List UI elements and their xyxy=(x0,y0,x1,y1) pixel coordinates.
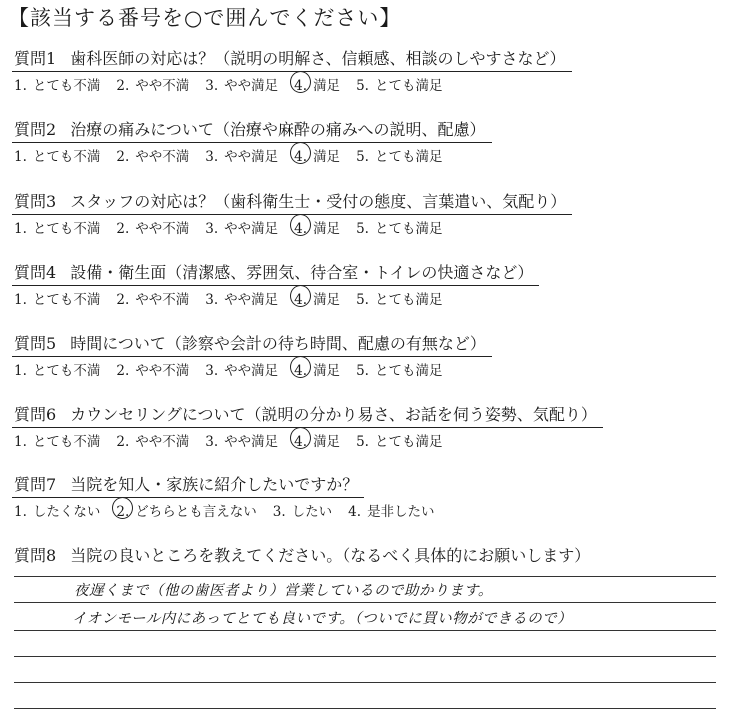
answer-option-selected[interactable] xyxy=(116,500,256,520)
answer-option[interactable] xyxy=(356,145,442,165)
option-label: とても不満 xyxy=(32,78,101,94)
question-underline xyxy=(12,285,539,286)
question-6 xyxy=(14,402,714,450)
option-label: とても不満 xyxy=(32,221,101,237)
handwritten-answer-line-1: 夜遅くまで（他の歯医者より）営業しているので助かります。 xyxy=(74,583,493,599)
answer-options xyxy=(14,359,714,379)
option-label: とても満足 xyxy=(374,78,443,94)
answer-line xyxy=(14,602,716,603)
option-number: 5. xyxy=(356,78,369,94)
answer-option[interactable] xyxy=(356,74,442,94)
option-number: 3. xyxy=(205,434,219,450)
option-number: 2. xyxy=(116,504,130,520)
option-number: 2. xyxy=(116,149,130,165)
answer-line xyxy=(14,576,716,577)
option-label: やや満足 xyxy=(224,221,279,237)
option-label: とても満足 xyxy=(374,149,443,165)
option-label: 満足 xyxy=(313,363,341,379)
question-number: 質問6 xyxy=(14,405,57,424)
option-label: 満足 xyxy=(313,292,341,308)
option-label: とても不満 xyxy=(32,363,101,379)
answer-option[interactable] xyxy=(356,359,442,379)
question-number: 質問1 xyxy=(14,49,57,68)
answer-option-selected[interactable] xyxy=(294,74,340,94)
option-label: やや不満 xyxy=(135,292,190,308)
answer-option[interactable] xyxy=(356,217,442,237)
answer-options xyxy=(14,74,714,94)
question-heading xyxy=(14,331,486,355)
option-label: とても満足 xyxy=(374,221,443,237)
option-label: とても不満 xyxy=(32,292,101,308)
answer-option-selected[interactable] xyxy=(294,145,340,165)
answer-option[interactable] xyxy=(205,430,278,450)
question-number: 質問5 xyxy=(14,334,57,353)
answer-option[interactable] xyxy=(116,74,189,94)
option-label: 満足 xyxy=(313,149,341,165)
question-underline xyxy=(12,497,364,498)
option-number: 3. xyxy=(205,149,219,165)
answer-option[interactable] xyxy=(14,74,100,94)
option-number: 3. xyxy=(205,78,219,94)
answer-options xyxy=(14,430,714,450)
option-number: 1. xyxy=(14,221,27,237)
answer-option-selected[interactable] xyxy=(294,288,340,308)
question-text: スタッフの対応は？（歯科衛生士・受付の態度、言葉遣い、気配り） xyxy=(70,192,567,211)
question-text: 時間について（診察や会計の待ち時間、配慮の有無など） xyxy=(70,334,486,353)
form-title: 【該当する番号を○で囲んでください】 xyxy=(8,6,402,30)
option-label: やや不満 xyxy=(135,221,190,237)
answer-options xyxy=(14,145,714,165)
option-label: とても不満 xyxy=(32,434,101,450)
question-heading xyxy=(14,46,566,70)
option-label: やや不満 xyxy=(135,78,190,94)
question-heading xyxy=(14,472,358,496)
option-number: 5. xyxy=(356,149,369,165)
question-5 xyxy=(14,331,714,379)
answer-option[interactable] xyxy=(116,145,189,165)
option-number: 3. xyxy=(205,221,219,237)
option-number: 3. xyxy=(272,504,286,520)
answer-option[interactable] xyxy=(205,359,278,379)
question-heading xyxy=(14,117,486,141)
question-text: 治療の痛みについて（治療や麻酔の痛みへの説明、配慮） xyxy=(70,120,486,139)
option-number: 4. xyxy=(294,292,308,308)
option-number: 1. xyxy=(14,363,27,379)
question-number: 質問3 xyxy=(14,192,57,211)
answer-option-selected[interactable] xyxy=(294,217,340,237)
option-number: 5. xyxy=(356,292,369,308)
question-underline xyxy=(12,71,572,72)
option-label: したくない xyxy=(32,504,101,520)
option-label: やや満足 xyxy=(224,434,279,450)
answer-options xyxy=(14,288,714,308)
question-underline xyxy=(12,142,492,143)
answer-option[interactable] xyxy=(14,217,100,237)
answer-line xyxy=(14,656,716,657)
option-label: やや満足 xyxy=(224,78,279,94)
answer-option[interactable] xyxy=(116,217,189,237)
option-number: 4. xyxy=(294,78,308,94)
answer-line xyxy=(14,708,716,709)
option-label: 是非したい xyxy=(367,504,435,520)
option-number: 5. xyxy=(356,221,369,237)
option-label: 満足 xyxy=(313,78,341,94)
option-number: 3. xyxy=(205,363,219,379)
option-label: したい xyxy=(291,504,333,520)
option-label: 満足 xyxy=(313,434,341,450)
question-heading xyxy=(14,543,590,567)
option-label: やや満足 xyxy=(224,363,279,379)
answer-option[interactable] xyxy=(14,145,100,165)
option-number: 2. xyxy=(116,78,130,94)
option-number: 1. xyxy=(14,149,27,165)
question-text: 設備・衛生面（清潔感、雰囲気、待合室・トイレの快適さなど） xyxy=(70,263,534,282)
answer-option-selected[interactable] xyxy=(294,359,340,379)
option-number: 1. xyxy=(14,78,27,94)
option-number: 5. xyxy=(356,434,369,450)
handwritten-answer-line-2: イオンモール内にあってとても良いです。（ついでに買い物ができるので） xyxy=(72,611,573,627)
answer-option[interactable] xyxy=(116,359,189,379)
option-number: 1. xyxy=(14,292,27,308)
question-number: 質問2 xyxy=(14,120,57,139)
question-heading xyxy=(14,189,566,213)
question-1 xyxy=(14,46,714,94)
option-number: 2. xyxy=(116,292,130,308)
option-number: 4. xyxy=(348,504,362,520)
option-label: やや不満 xyxy=(135,149,190,165)
option-number: 2. xyxy=(116,434,130,450)
answer-option[interactable] xyxy=(14,430,100,450)
option-number: 1. xyxy=(14,434,27,450)
option-label: どちらとも言えない xyxy=(135,504,257,520)
answer-option[interactable] xyxy=(205,74,278,94)
question-3 xyxy=(14,189,714,237)
answer-option[interactable] xyxy=(205,288,278,308)
question-heading xyxy=(14,402,597,426)
option-number: 2. xyxy=(116,363,130,379)
option-number: 4. xyxy=(294,363,308,379)
option-label: やや満足 xyxy=(224,149,279,165)
answer-option[interactable] xyxy=(14,359,100,379)
question-number: 質問4 xyxy=(14,263,57,282)
answer-option[interactable] xyxy=(273,500,332,520)
option-label: やや不満 xyxy=(135,434,190,450)
option-number: 3. xyxy=(205,292,219,308)
answer-options xyxy=(14,217,714,237)
question-7 xyxy=(14,472,714,520)
answer-option[interactable] xyxy=(14,500,100,520)
answer-option[interactable] xyxy=(116,288,189,308)
question-text: カウンセリングについて（説明の分かり易さ、お話を伺う姿勢、気配り） xyxy=(70,405,597,424)
answer-option[interactable] xyxy=(116,430,189,450)
option-number: 1. xyxy=(14,504,27,520)
question-underline xyxy=(12,427,603,428)
answer-option-selected[interactable] xyxy=(294,430,340,450)
option-label: 満足 xyxy=(313,221,341,237)
answer-options xyxy=(14,500,714,520)
answer-line xyxy=(14,682,716,683)
option-number: 4. xyxy=(294,149,308,165)
option-label: やや満足 xyxy=(224,292,279,308)
answer-option[interactable] xyxy=(205,217,278,237)
question-underline xyxy=(12,214,572,215)
question-heading xyxy=(14,260,533,284)
option-label: とても不満 xyxy=(32,149,101,165)
option-number: 5. xyxy=(356,363,369,379)
answer-line xyxy=(14,630,716,631)
question-text: 歯科医師の対応は？（説明の明解さ、信頼感、相談のしやすさなど） xyxy=(70,49,566,68)
question-number: 質問7 xyxy=(14,475,57,494)
question-number: 質問8 xyxy=(14,546,57,565)
option-number: 2. xyxy=(116,221,130,237)
answer-option[interactable] xyxy=(356,430,442,450)
question-8 xyxy=(14,543,714,567)
option-label: とても満足 xyxy=(374,363,443,379)
question-4 xyxy=(14,260,714,308)
question-text: 当院の良いところを教えてください。（なるべく具体的にお願いします） xyxy=(70,546,591,565)
option-label: とても満足 xyxy=(374,292,443,308)
question-2 xyxy=(14,117,714,165)
question-underline xyxy=(12,356,492,357)
answer-option[interactable] xyxy=(348,500,434,520)
answer-option[interactable] xyxy=(356,288,442,308)
option-number: 4. xyxy=(294,221,308,237)
option-label: とても満足 xyxy=(374,434,443,450)
answer-option[interactable] xyxy=(205,145,278,165)
question-text: 当院を知人・家族に紹介したいですか？ xyxy=(70,475,359,494)
answer-option[interactable] xyxy=(14,288,100,308)
option-number: 4. xyxy=(294,434,308,450)
option-label: やや不満 xyxy=(135,363,190,379)
